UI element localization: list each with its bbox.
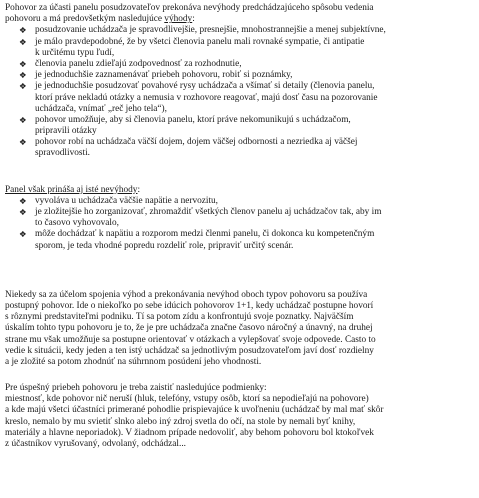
disadvantage-text: je zložitejšie ho zorganizovať, zhromaždiť všetkých členov panelu aj uchádzačov tak, aby im [35, 207, 382, 217]
disadvantages-heading: Panel však prináša aj isté nevýhody [5, 184, 138, 195]
paragraph-line: kreslo, nemalo by mu svietiť slnko alebo iný zdroj svetla do očí, na stole by nemali byť knihy, [5, 416, 356, 427]
diamond-bullet-icon: ❖ [19, 195, 27, 206]
advantage-item [5, 37, 475, 59]
advantage-text-cont: pripravili otázky [35, 126, 97, 137]
disadvantage-text-cont: to časovo vyhovovalo, [35, 218, 119, 229]
diamond-bullet-icon: ❖ [19, 58, 27, 69]
paragraph-line: a kde majú všetci účastníci primerané pohodlie prispievajúce k uvoľneniu (uchádzač by mal mať skôr [5, 405, 384, 416]
disadvantage-item [5, 207, 475, 229]
disadvantage-item [5, 196, 475, 207]
paragraph-line: vedie k situácii, kedy jeden a ten istý uchádzač sa jednotlivým posudzovateľom javí dosť rozdielny [5, 345, 374, 356]
advantage-text: pohovor umožňuje, aby si členovia panelu, ktorí práve nekomunikujú s uchádzačom, [35, 114, 351, 125]
advantage-text: je jednoduchšie posudzovať povahové rysy uchádzača a všímať si detaily (členovia panelu, [35, 81, 375, 92]
disadvantage-text: môže dochádzať k napätiu a rozporom medzi členmi panelu, či dokonca ku kompetenčným [35, 229, 375, 240]
diamond-bullet-icon: ❖ [19, 229, 27, 240]
intro-line-2 [5, 14, 475, 25]
diamond-bullet-icon: ❖ [19, 137, 27, 148]
diamond-bullet-icon: ❖ [19, 70, 27, 81]
advantage-text: pohovor robí na uchádzača väčší dojem, dojem väčšej odbornosti a nezriedka aj väčšej [35, 137, 358, 148]
paragraph-line: a je zložité sa potom zhodnúť na súhrnnom posúdení jeho vhodnosti. [5, 356, 262, 367]
advantage-item [5, 81, 475, 115]
advantage-text: je málo pravdepodobné, že by všetci členovia panelu mali rovnaké sympatie, či antipatie [35, 36, 365, 47]
advantage-text-cont: uchádzača, vnímať „reč jeho tela“), [35, 103, 167, 114]
paragraph-line: materiály a hlavne neporiadok). V žiadnom prípade nedovoliť, aby behom pohovoru bol ktokoľvek [5, 427, 374, 438]
paragraph-line: miestnosť, kde pohovor nič neruší (hluk, telefóny, vstupy osôb, ktorí sa nepodieľajú na pohovore) [5, 394, 369, 405]
advantage-item [5, 25, 475, 36]
advantage-item [5, 137, 475, 159]
diamond-bullet-icon: ❖ [19, 81, 27, 92]
disadvantage-item [5, 229, 475, 251]
disadvantage-text-cont: sporom, je teda vhodné popredu rozdeliť role, pripraviť určitý scenár. [35, 240, 294, 251]
paragraph-line: s rôznymi predstaviteľmi podniku. Tí sa potom zídu a konfrontujú svoje poznatky. Najväčším [5, 312, 354, 323]
advantage-text-cont: ktorí práve nekladú otázky a nemusia v rozhovore reagovať, majú dosť času na pozorovanie [35, 92, 378, 103]
diamond-bullet-icon: ❖ [19, 207, 27, 217]
advantage-text: členovia panelu zdieľajú zodpovednosť za rozhodnutie, [35, 58, 242, 69]
advantage-item [5, 115, 475, 137]
document-page [5, 3, 475, 450]
advantage-item [5, 70, 475, 81]
intro-text: pohovoru a má predovšetkým nasledujúce [5, 14, 165, 25]
disadvantages-heading-line [5, 185, 475, 196]
intro-line-1: Pohovor za účasti panelu posudzovateľov prekonáva nevýhody predchádzajúceho spôsobu vedenia [5, 3, 374, 13]
paragraph-line: Pre úspešný priebeh pohovoru je treba zaistiť nasledujúce podmienky: [5, 383, 267, 394]
disadvantage-text: vyvoláva u uchádzača väčšie napätie a nervozitu, [35, 195, 219, 206]
disadvantages-colon: : [137, 184, 141, 195]
advantage-item [5, 59, 475, 70]
advantage-text: je jednoduchšie zaznamenávať priebeh pohovoru, robiť si poznámky, [35, 70, 293, 81]
paragraph-line: postupný pohovor. Ide o niekoľko po sebe idúcich pohovorov 1+1, kedy uchádzač postupne hovorí [5, 300, 374, 311]
diamond-bullet-icon: ❖ [19, 36, 27, 47]
conditions-paragraph [5, 383, 475, 450]
advantage-text-cont: k určitému typu ľudí, [35, 47, 115, 58]
paragraph-line: strane mu však umožňuje sa postupne orientovať v otázkach a vylepšovať svoje odpovede. Často to [5, 334, 376, 345]
advantage-text: posudzovanie uchádzača je spravodlivejšie, presnejšie, mnohostrannejšie a menej subjektívne, [35, 25, 386, 36]
disadvantages-section [5, 185, 475, 252]
sequential-interview-paragraph [5, 290, 475, 368]
advantages-heading: výhody [164, 14, 193, 25]
advantages-section [5, 3, 475, 160]
diamond-bullet-icon: ❖ [19, 25, 27, 36]
paragraph-line: úskalím tohto typu pohovoru je to, že je pre uchádzača značne časovo náročný a únavný, na druhej [5, 323, 373, 334]
paragraph-line: Niekedy sa za účelom spojenia výhod a prekonávania nevýhod oboch typov pohovoru sa používa [5, 289, 368, 300]
diamond-bullet-icon: ❖ [19, 114, 27, 125]
advantage-text-cont: spravodlivosti. [35, 148, 91, 159]
intro-colon: : [192, 14, 195, 25]
paragraph-line: z účastníkov vyrušovaný, odvolaný, odchádzal... [5, 439, 186, 449]
